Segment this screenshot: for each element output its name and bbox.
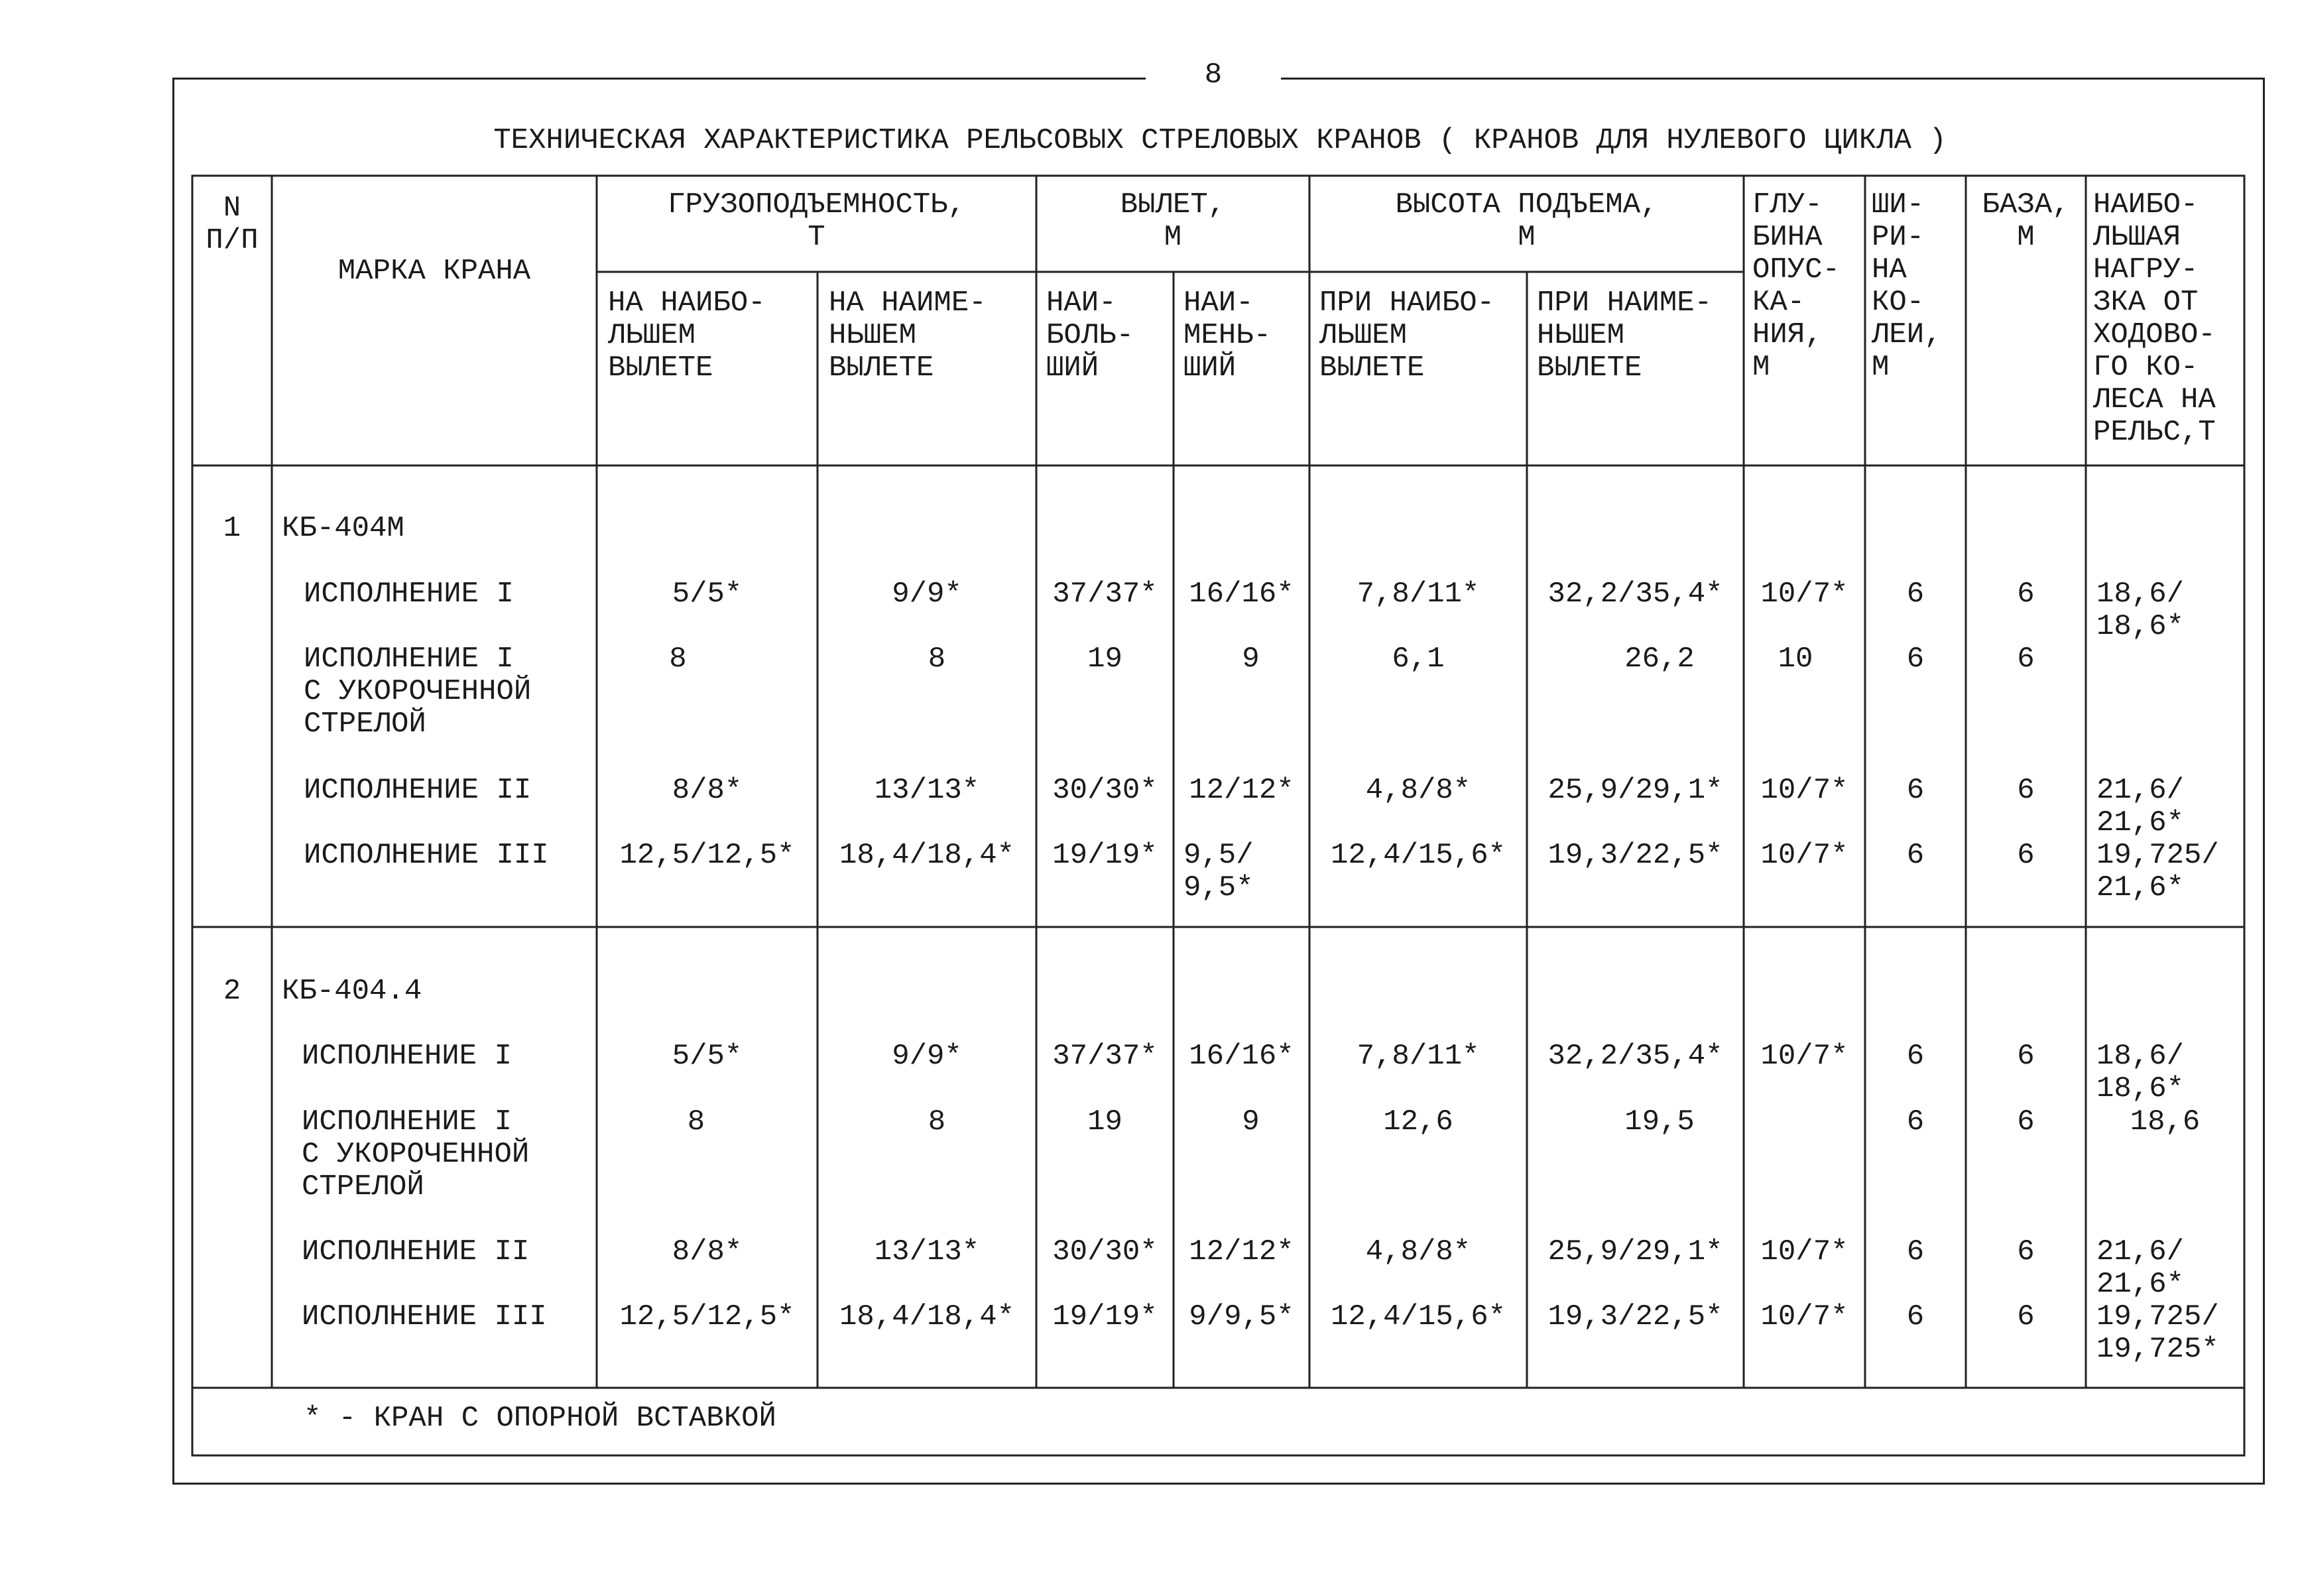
cell-reach-max: 19 — [1087, 1105, 1122, 1138]
cell-capacity-max: 5/5* — [672, 1040, 743, 1073]
cell-gauge: 6 — [1906, 1040, 1925, 1073]
cell-depth: 10 — [1778, 643, 1813, 676]
cell-load: 19,725/ 19,725* — [2096, 1300, 2219, 1366]
group-brand: КБ-404.4 — [282, 975, 422, 1008]
cell-height-max: 4,8/8* — [1365, 1235, 1471, 1268]
cell-gauge: 6 — [1906, 1235, 1925, 1268]
cell-depth: 10/7* — [1760, 1235, 1848, 1268]
cell-load: 18,6 — [2130, 1105, 2201, 1138]
header-brand: МАРКА КРАНА — [337, 255, 531, 288]
cell-load: 19,725/ 21,6* — [2096, 839, 2219, 904]
header-height-min-reach: ПРИ НАИМЕ- НЬШЕМ ВЫЛЕТЕ — [1537, 286, 1713, 385]
group-num: 1 — [223, 512, 241, 545]
cell-reach-max: 19/19* — [1052, 839, 1158, 872]
cell-load: 18,6/ 18,6* — [2096, 1040, 2185, 1105]
cell-reach-max: 30/30* — [1052, 1235, 1158, 1268]
cell-height-max: 12,4/15,6* — [1330, 839, 1506, 872]
cell-reach-min: 12/12* — [1189, 774, 1294, 807]
cell-reach-min: 9 — [1242, 643, 1260, 676]
row-name: ИСПОЛНЕНИЕ II — [304, 774, 532, 807]
cell-depth: 10/7* — [1760, 839, 1848, 872]
cell-gauge: 6 — [1906, 839, 1925, 872]
cell-reach-max: 30/30* — [1052, 774, 1158, 807]
cell-height-max: 12,4/15,6* — [1330, 1300, 1506, 1333]
cell-depth: 10/7* — [1760, 1300, 1848, 1333]
cell-capacity-min: 13/13* — [874, 1235, 980, 1268]
cell-height-max: 4,8/8* — [1365, 774, 1471, 807]
cell-height-min: 32,2/35,4* — [1547, 578, 1723, 611]
row-name: ИСПОЛНЕНИЕ III — [302, 1300, 547, 1333]
cell-capacity-max: 5/5* — [672, 578, 743, 611]
cell-capacity-min: 13/13* — [874, 774, 980, 807]
cell-gauge: 6 — [1906, 643, 1925, 676]
cell-capacity-max: 8 — [687, 1105, 705, 1138]
cell-base: 6 — [2017, 578, 2035, 611]
cell-height-min: 19,3/22,5* — [1547, 839, 1723, 872]
cell-depth: 10/7* — [1760, 774, 1848, 807]
cell-base: 6 — [2017, 1105, 2035, 1138]
cell-capacity-max: 8/8* — [672, 1235, 743, 1268]
header-capacity-min-reach: НА НАИМЕ- НЬШЕМ ВЫЛЕТЕ — [829, 286, 987, 385]
cell-height-min: 25,9/29,1* — [1547, 1235, 1723, 1268]
page-number: 8 — [1204, 58, 1223, 92]
header-capacity: ГРУЗОПОДЪЕМНОСТЬ, Т — [668, 188, 965, 254]
cell-load: 18,6/ 18,6* — [2096, 578, 2185, 643]
cell-depth: 10/7* — [1760, 578, 1848, 611]
cell-reach-max: 37/37* — [1052, 1040, 1158, 1073]
header-num: N П/П — [206, 192, 259, 257]
cell-reach-min: 12/12* — [1189, 1235, 1294, 1268]
cell-base: 6 — [2017, 643, 2035, 676]
cell-reach-min: 9,5/ 9,5* — [1183, 839, 1254, 904]
row-name: ИСПОЛНЕНИЕ I С УКОРОЧЕННОЙ СТРЕЛОЙ — [304, 643, 532, 741]
cell-height-max: 7,8/11* — [1357, 1040, 1480, 1073]
cell-height-min: 19,3/22,5* — [1547, 1300, 1723, 1333]
cell-depth: 10/7* — [1760, 1040, 1848, 1073]
row-name: ИСПОЛНЕНИЕ I С УКОРОЧЕННОЙ СТРЕЛОЙ — [302, 1105, 530, 1203]
group-brand: КБ-404М — [282, 512, 404, 545]
header-reach: ВЫЛЕТ, М — [1120, 188, 1226, 254]
cell-base: 6 — [2017, 774, 2035, 807]
cell-height-min: 26,2 — [1624, 643, 1695, 676]
cell-capacity-min: 8 — [928, 1105, 946, 1138]
cell-height-min: 32,2/35,4* — [1547, 1040, 1723, 1073]
cell-gauge: 6 — [1906, 1300, 1925, 1333]
cell-gauge: 6 — [1906, 578, 1925, 611]
cell-height-min: 19,5 — [1624, 1105, 1695, 1138]
cell-base: 6 — [2017, 1235, 2035, 1268]
cell-load: 21,6/ 21,6* — [2096, 1235, 2185, 1301]
cell-capacity-max: 12,5/12,5* — [619, 1300, 795, 1333]
cell-gauge: 6 — [1906, 774, 1925, 807]
cell-base: 6 — [2017, 1300, 2035, 1333]
header-height: ВЫСОТА ПОДЪЕМА, М — [1395, 188, 1658, 254]
cell-capacity-min: 9/9* — [892, 578, 962, 611]
cell-capacity-max: 8 — [669, 643, 687, 676]
cell-reach-min: 16/16* — [1189, 578, 1294, 611]
cell-reach-max: 19/19* — [1052, 1300, 1158, 1333]
cell-height-max: 6,1 — [1392, 643, 1445, 676]
cell-reach-max: 19 — [1087, 643, 1122, 676]
footnote: * - КРАН С ОПОРНОЙ ВСТАВКОЙ — [304, 1402, 776, 1435]
cell-capacity-max: 8/8* — [672, 774, 743, 807]
cell-capacity-max: 12,5/12,5* — [619, 839, 795, 872]
row-name: ИСПОЛНЕНИЕ I — [302, 1040, 512, 1073]
header-capacity-max-reach: НА НАИБО- ЛЬШЕМ ВЫЛЕТЕ — [608, 286, 766, 385]
cell-reach-min: 16/16* — [1189, 1040, 1294, 1073]
header-depth: ГЛУ- БИНА ОПУС- КА- НИЯ, М — [1752, 188, 1841, 384]
cell-base: 6 — [2017, 839, 2035, 872]
row-name: ИСПОЛНЕНИЕ I — [304, 578, 514, 611]
cell-reach-max: 37/37* — [1052, 578, 1158, 611]
header-base: БАЗА, М — [1982, 188, 2070, 254]
cell-height-min: 25,9/29,1* — [1547, 774, 1723, 807]
cell-reach-min: 9 — [1242, 1105, 1260, 1138]
header-height-max-reach: ПРИ НАИБО- ЛЬШЕМ ВЫЛЕТЕ — [1319, 286, 1495, 385]
header-load: НАИБО- ЛЬШАЯ НАГРУ- ЗКА ОТ ХОДОВО- ГО КО- ЛЕСА НА РЕЛЬС,Т — [2093, 188, 2216, 449]
document-title: ТЕХНИЧЕСКАЯ ХАРАКТЕРИСТИКА РЕЛЬСОВЫХ СТРЕЛОВЫХ КРАНОВ ( КРАНОВ ДЛЯ НУЛЕВОГО ЦИКЛА ) — [493, 124, 1947, 157]
cell-base: 6 — [2017, 1040, 2035, 1073]
row-name: ИСПОЛНЕНИЕ III — [304, 839, 549, 872]
cell-capacity-min: 18,4/18,4* — [839, 839, 1015, 872]
cell-height-max: 12,6 — [1383, 1105, 1453, 1138]
cell-reach-min: 9/9,5* — [1189, 1300, 1294, 1333]
cell-capacity-min: 8 — [928, 643, 946, 676]
cell-capacity-min: 18,4/18,4* — [839, 1300, 1015, 1333]
header-reach-min: НАИ- МЕНЬ- ШИЙ — [1183, 286, 1272, 385]
row-name: ИСПОЛНЕНИЕ II — [302, 1235, 530, 1268]
cell-capacity-min: 9/9* — [892, 1040, 962, 1073]
cell-height-max: 7,8/11* — [1357, 578, 1480, 611]
header-reach-max: НАИ- БОЛЬ- ШИЙ — [1046, 286, 1134, 385]
group-num: 2 — [223, 975, 241, 1008]
header-gauge: ШИ- РИ- НА КО- ЛЕИ, М — [1872, 188, 1942, 384]
cell-gauge: 6 — [1906, 1105, 1925, 1138]
cell-load: 21,6/ 21,6* — [2096, 774, 2185, 839]
